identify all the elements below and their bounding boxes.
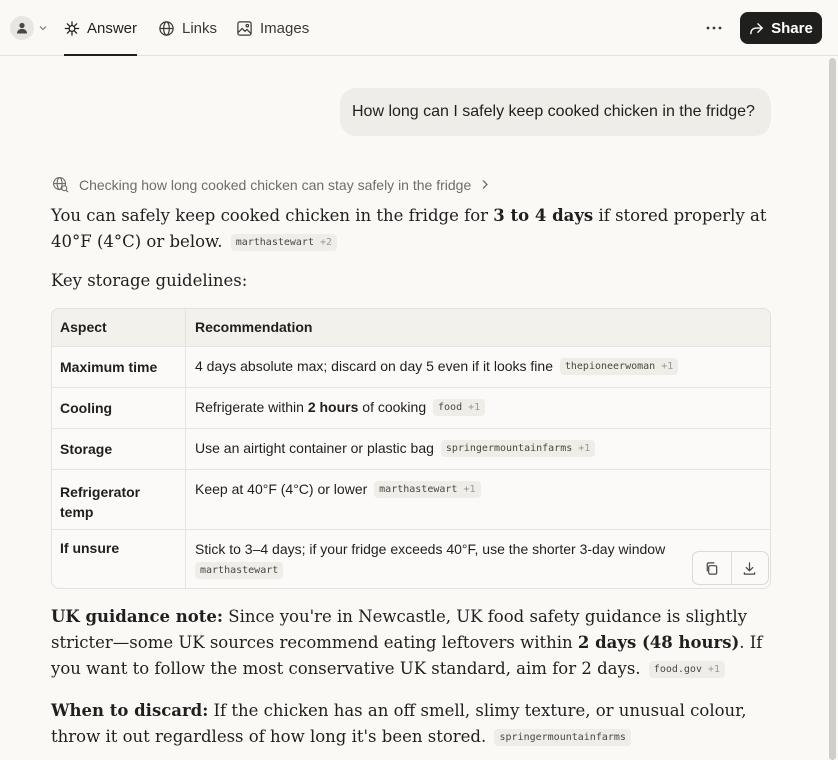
table-cell-aspect: Storage	[52, 429, 186, 469]
copy-table-button[interactable]	[693, 552, 731, 584]
citation-source: marthastewart	[200, 565, 279, 576]
citation-chip[interactable]	[560, 358, 678, 375]
citation-chip[interactable]	[374, 481, 480, 498]
globe-icon	[158, 20, 175, 37]
table-cell-aspect: Cooling	[52, 388, 186, 428]
table-cell-aspect: Maximum time	[52, 347, 186, 387]
table-header-aspect: Aspect	[52, 309, 186, 346]
discard-label: When to discard:	[51, 701, 209, 720]
citation-count: +1	[661, 361, 674, 372]
download-icon	[742, 561, 757, 576]
table-cell-aspect: Refrigerator temp	[52, 470, 186, 529]
guidelines-heading-text: Key storage guidelines:	[51, 271, 248, 290]
share-arrow-icon	[749, 21, 764, 36]
ellipsis-icon	[706, 26, 722, 30]
tab-links[interactable]	[158, 0, 217, 56]
citation-chip[interactable]	[231, 234, 337, 251]
table-header-row	[52, 309, 770, 347]
share-label: Share	[771, 19, 813, 37]
citation-count: +2	[320, 237, 333, 248]
table-cell-recommendation	[186, 530, 770, 581]
citation-chip[interactable]	[433, 399, 485, 416]
citation-count: +1	[468, 402, 481, 413]
share-button[interactable]	[740, 12, 822, 44]
recommendation-text: Refrigerate within	[195, 399, 308, 415]
discard-text: If the chicken has an off smell, slimy texture, or unusual colour, throw it out regardless of how long it's been stored.	[51, 701, 747, 746]
table-row	[52, 530, 770, 589]
table-header-recommendation: Recommendation	[195, 319, 313, 335]
answer-intro	[51, 203, 771, 255]
table-row	[52, 470, 770, 530]
citation-chip[interactable]	[195, 562, 283, 579]
chevron-down-icon	[38, 23, 48, 33]
citation-chip[interactable]	[441, 440, 596, 457]
table-cell-aspect: If unsure	[52, 530, 186, 589]
storage-table	[51, 308, 771, 589]
guidelines-heading	[51, 268, 771, 294]
citation-count: +1	[708, 664, 721, 675]
more-options-button[interactable]	[700, 14, 728, 42]
uk-guidance-note	[51, 604, 771, 682]
image-icon	[236, 20, 253, 37]
intro-text: You can safely keep cooked chicken in the fridge for	[51, 206, 494, 225]
tab-links-label: Links	[182, 19, 218, 37]
citation-chip[interactable]	[494, 729, 630, 746]
user-message-bubble	[340, 88, 771, 136]
intro-text-end: if stored properly at 40°F (4°C) or below.	[51, 206, 767, 251]
recommendation-bold: 2 hours	[307, 399, 359, 415]
table-cell-recommendation	[186, 470, 770, 498]
table-row	[52, 429, 770, 470]
answer-sparkle-icon	[64, 20, 80, 37]
citation-count: +1	[578, 443, 591, 454]
globe-search-icon	[52, 176, 69, 193]
citation-source: food	[438, 402, 463, 413]
download-table-button[interactable]	[731, 552, 769, 584]
tab-answer-label: Answer	[86, 19, 137, 37]
uk-note-text: Since you're in Newcastle, UK food safety guidance is slightly stricter—some UK sources recommend eating leftovers within	[51, 607, 748, 652]
uk-note-text-end: . If you want to follow the most conservative UK standard, aim for 2 days.	[51, 633, 763, 678]
table-row	[52, 388, 770, 429]
tab-images[interactable]	[236, 0, 309, 56]
scrollbar[interactable]	[829, 58, 836, 760]
citation-source: food.gov	[653, 664, 702, 675]
tab-images-label: Images	[260, 19, 310, 37]
recommendation-text: Keep at 40°F (4°C) or lower	[195, 481, 368, 497]
intro-bold: 3 to 4 days	[493, 206, 594, 225]
search-status[interactable]	[52, 176, 489, 193]
uk-note-bold: 2 days (48 hours)	[577, 633, 740, 652]
recommendation-text: Use an airtight container or plastic bag	[195, 440, 434, 456]
tab-answer[interactable]	[64, 0, 137, 56]
account-menu[interactable]	[10, 16, 48, 40]
table-cell-recommendation	[186, 347, 770, 375]
citation-source: marthastewart	[235, 237, 314, 248]
top-bar	[0, 0, 838, 56]
recommendation-text: Stick to 3–4 days; if your fridge exceeds 40°F, use the shorter 3-day window	[195, 541, 666, 557]
citation-source: thepioneerwoman	[564, 361, 656, 372]
uk-note-label: UK guidance note:	[51, 607, 224, 626]
copy-icon	[704, 561, 719, 576]
table-toolbar	[692, 551, 769, 585]
person-icon	[10, 16, 34, 40]
chevron-right-icon	[481, 179, 489, 190]
user-message-text: How long can I safely keep cooked chicken in the fridge?	[352, 103, 755, 120]
citation-chip[interactable]	[649, 661, 725, 678]
recommendation-text: 4 days absolute max; discard on day 5 even if it looks fine	[195, 358, 553, 374]
table-cell-recommendation	[186, 429, 770, 457]
table-cell-recommendation	[186, 388, 770, 416]
citation-source: springermountainfarms	[445, 443, 573, 454]
discard-note	[51, 698, 771, 750]
table-row	[52, 347, 770, 388]
citation-count: +1	[463, 484, 476, 495]
recommendation-text-end: of cooking	[358, 399, 427, 415]
citation-source: marthastewart	[379, 484, 458, 495]
status-text: Checking how long cooked chicken can stay safely in the fridge	[79, 176, 472, 193]
citation-source: springermountainfarms	[499, 732, 626, 743]
